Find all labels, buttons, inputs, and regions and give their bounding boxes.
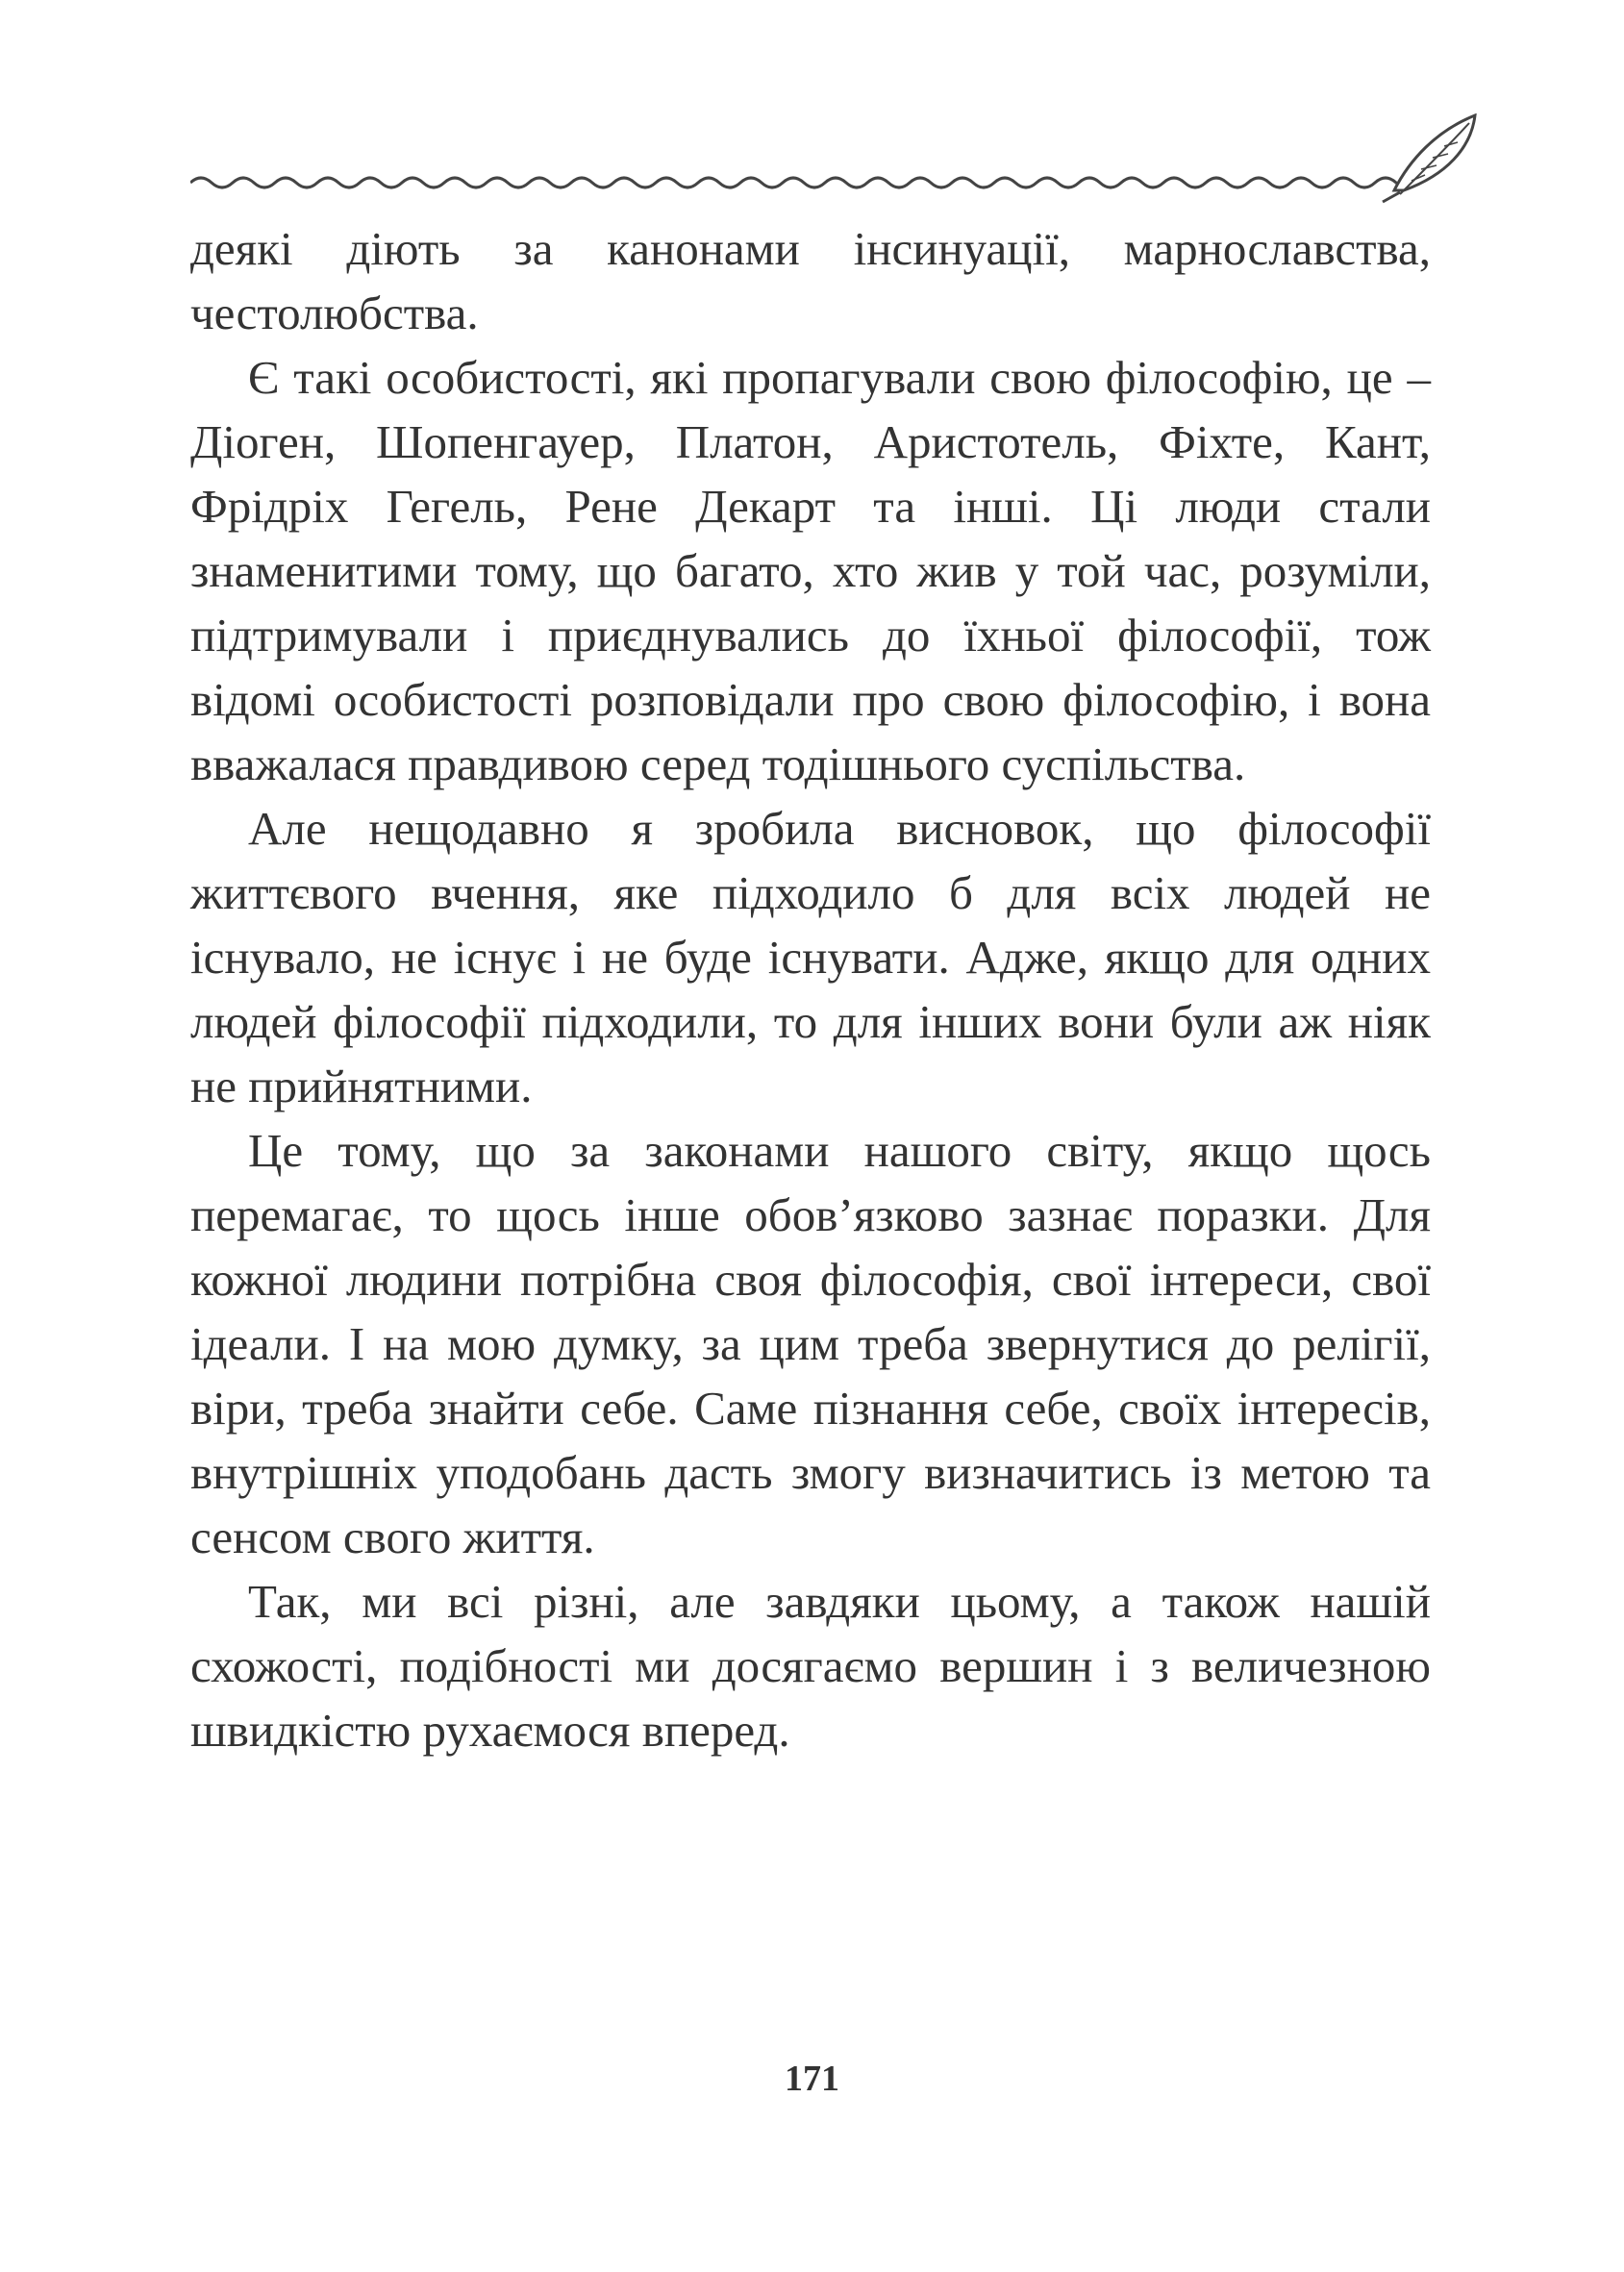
page-number: 171 bbox=[785, 2059, 839, 2099]
paragraph-1: деякі діють за канонами інсинуації, марнославства, честолюбства. bbox=[190, 222, 1431, 339]
header-wave-ornament bbox=[190, 113, 1479, 206]
paragraph-5: Так, ми всі різні, але завдяки цьому, а також нашій схожості, подібності ми досягаємо вершин і з величезною швидкістю рухаємося вперед. bbox=[190, 1575, 1431, 1757]
paragraph-2: Є такі особистості, які пропагували свою філософію, це – Діоген, Шопенгауер, Платон, Аристотель, Фіхте, Кант, Фрідріх Гегель, Рене Декарт та інші. Ці люди стали знаменитими тому, що багато, хто жив у той час, розуміли, підтримували і приєднувались до їхньої філософії, тож відомі особистості розповідали про свою філософію, і вона вважалася правдивою серед тодішнього суспільства. bbox=[190, 351, 1431, 790]
paragraph-3: Але нещодавно я зробила висновок, що філософії життєвого вчення, яке підходило б для всіх людей не існувало, не існує і не буде існувати. Адже, якщо для одних людей філософії підходили, то для інших вони були аж ніяк не прийнятними. bbox=[190, 802, 1431, 1112]
quill-feather-icon bbox=[1383, 115, 1475, 202]
page-body-text bbox=[190, 216, 1431, 1762]
wavy-line bbox=[190, 178, 1417, 187]
paragraph-4: Це тому, що за законами нашого світу, якщо щось перемагає, то щось інше обов’язково зазнає поразки. Для кожної людини потрібна своя філософія, свої інтереси, свої ідеали. І на мою думку, за цим треба звернутися до релігії, віри, треба знайти себе. Саме пізнання себе, своїх інтересів, внутрішніх уподобань дасть змогу визначитись із метою та сенсом свого життя. bbox=[190, 1124, 1431, 1563]
